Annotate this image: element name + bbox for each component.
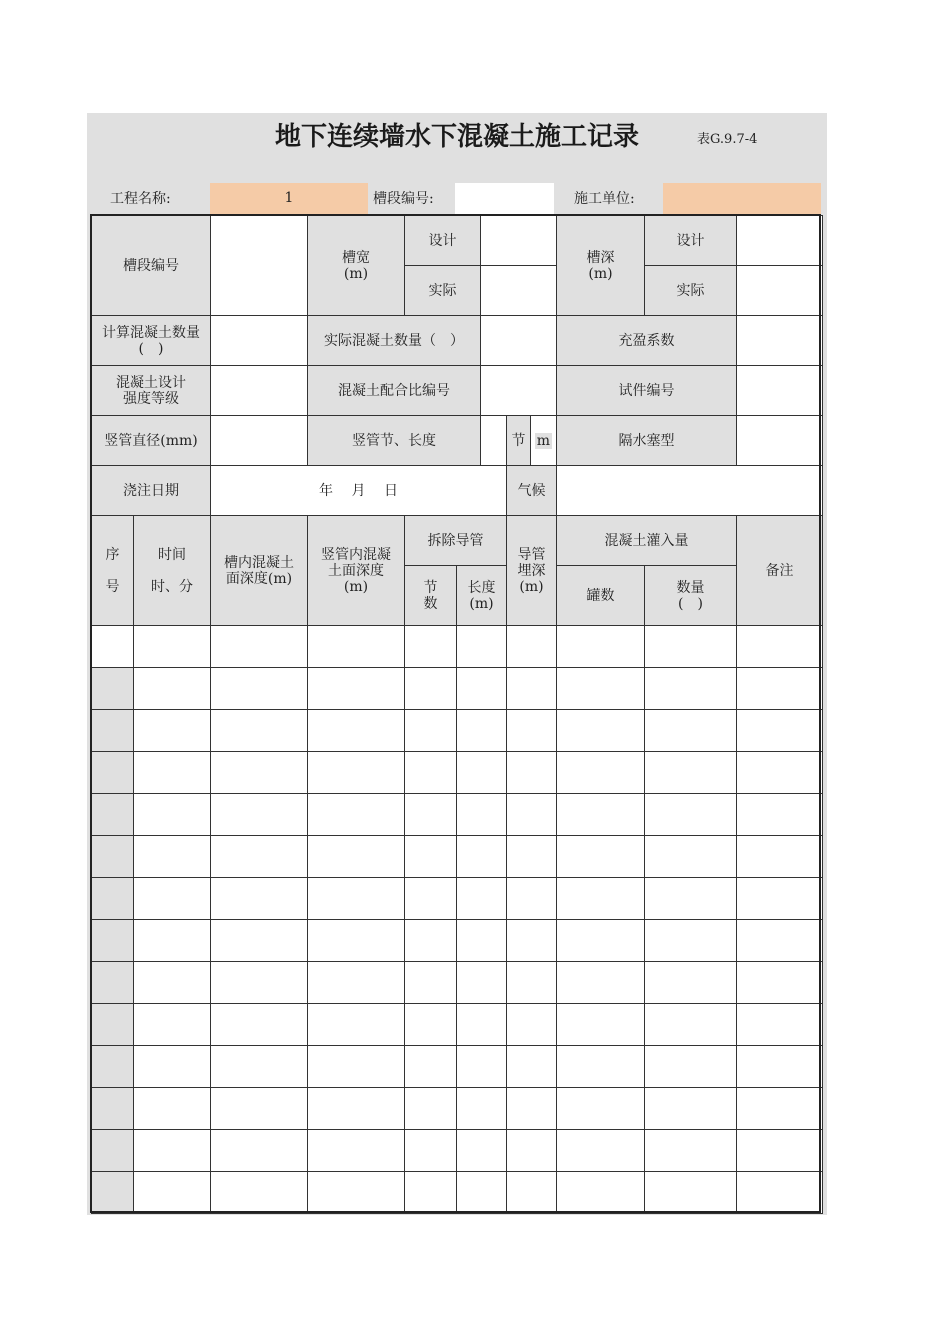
quantity-cell[interactable] [645, 626, 737, 668]
embed-depth-cell[interactable] [507, 920, 557, 962]
plug-type-label: 隔水塞型 [557, 416, 737, 466]
table-row [92, 836, 823, 878]
col-remove-pipe-header: 拆除导管 [405, 516, 507, 566]
remarks-cell[interactable] [737, 626, 823, 668]
table-row [92, 1004, 823, 1046]
pour-date-label: 浇注日期 [92, 466, 211, 516]
calc-concrete-cell[interactable] [211, 316, 308, 366]
col-slot-surface-header: 槽内混凝土 面深度(m) [211, 516, 308, 626]
tanks-cell[interactable] [557, 920, 645, 962]
slot-surface-cell[interactable] [211, 668, 308, 710]
pour-date-cell[interactable]: 年 月 日 [211, 466, 507, 516]
length-cell[interactable] [457, 920, 507, 962]
remarks-cell[interactable] [737, 1046, 823, 1088]
table-row [92, 626, 823, 668]
pipe-surface-cell[interactable] [308, 794, 405, 836]
quantity-cell[interactable] [645, 710, 737, 752]
seq-cell[interactable] [92, 1046, 134, 1088]
remarks-cell[interactable] [737, 1130, 823, 1172]
sections-cell[interactable] [405, 1172, 457, 1214]
embed-depth-cell[interactable] [507, 1088, 557, 1130]
pipe-surface-cell[interactable] [308, 836, 405, 878]
remarks-cell[interactable] [737, 920, 823, 962]
seq-cell[interactable] [92, 710, 134, 752]
pipe-surface-cell[interactable] [308, 752, 405, 794]
seq-cell[interactable] [92, 752, 134, 794]
calc-concrete-label: 计算混凝土数量 ( ) [92, 316, 211, 366]
col-pour-amount-header: 混凝土灌入量 [557, 516, 737, 566]
mix-ratio-label: 混凝土配合比编号 [308, 366, 481, 416]
time-cell[interactable] [134, 1130, 211, 1172]
tanks-cell[interactable] [557, 668, 645, 710]
time-cell[interactable] [134, 752, 211, 794]
col-embed-depth-header: 导管 埋深 (m) [507, 516, 557, 626]
pipe-surface-cell[interactable] [308, 1172, 405, 1214]
sections-cell[interactable] [405, 878, 457, 920]
col-time-header: 时间 时、分 [134, 516, 211, 626]
table-row [92, 710, 823, 752]
time-cell[interactable] [134, 626, 211, 668]
length-cell[interactable] [457, 836, 507, 878]
seq-cell[interactable] [92, 668, 134, 710]
col-tanks-header: 罐数 [557, 566, 645, 626]
remarks-cell[interactable] [737, 962, 823, 1004]
pipe-sections-cell[interactable] [481, 416, 507, 466]
length-cell[interactable] [457, 1130, 507, 1172]
slot-depth-design-label: 设计 [645, 216, 737, 266]
length-cell[interactable] [457, 1088, 507, 1130]
length-cell[interactable] [457, 752, 507, 794]
pipe-diameter-label: 竖管直径(mm) [92, 416, 211, 466]
time-cell[interactable] [134, 920, 211, 962]
length-cell[interactable] [457, 794, 507, 836]
time-cell[interactable] [134, 1088, 211, 1130]
sections-cell[interactable] [405, 668, 457, 710]
tanks-cell[interactable] [557, 794, 645, 836]
col-remarks-header: 备注 [737, 516, 823, 626]
remarks-cell[interactable] [737, 752, 823, 794]
length-cell[interactable] [457, 1172, 507, 1214]
strength-grade-cell[interactable] [211, 366, 308, 416]
slot-width-label: 槽宽 (m) [308, 216, 405, 316]
pipe-surface-cell[interactable] [308, 1004, 405, 1046]
slot-width-actual-label: 实际 [405, 266, 481, 316]
pipe-sections-unit: 节 [507, 416, 531, 466]
embed-depth-cell[interactable] [507, 878, 557, 920]
slot-width-design-label: 设计 [405, 216, 481, 266]
slot-depth-design-cell[interactable] [737, 216, 823, 266]
remarks-cell[interactable] [737, 1172, 823, 1214]
seq-cell[interactable] [92, 626, 134, 668]
pipe-diameter-cell[interactable] [211, 416, 308, 466]
pipe-surface-cell[interactable] [308, 920, 405, 962]
seq-cell[interactable] [92, 794, 134, 836]
table-row [92, 1088, 823, 1130]
tanks-cell[interactable] [557, 752, 645, 794]
slot-width-actual-cell[interactable] [481, 266, 557, 316]
construction-unit-label: 施工单位: [574, 191, 635, 207]
length-cell[interactable] [457, 962, 507, 1004]
quantity-cell[interactable] [645, 878, 737, 920]
table-row [92, 962, 823, 1004]
embed-depth-cell[interactable] [507, 710, 557, 752]
actual-concrete-cell[interactable] [481, 316, 557, 366]
table-row [92, 752, 823, 794]
tanks-cell[interactable] [557, 1130, 645, 1172]
actual-concrete-label: 实际混凝土数量（ ） [308, 316, 481, 366]
pipe-surface-cell[interactable] [308, 710, 405, 752]
weather-cell[interactable] [557, 466, 823, 516]
seq-cell[interactable] [92, 1172, 134, 1214]
sections-cell[interactable] [405, 836, 457, 878]
slot-depth-actual-cell[interactable] [737, 266, 823, 316]
seq-cell[interactable] [92, 1004, 134, 1046]
table-row [92, 1130, 823, 1172]
table-row [92, 794, 823, 836]
slot-surface-cell[interactable] [211, 836, 308, 878]
slot-surface-cell[interactable] [211, 1046, 308, 1088]
page-title: 地下连续墙水下混凝土施工记录 [274, 122, 639, 152]
pipe-surface-cell[interactable] [308, 1088, 405, 1130]
quantity-cell[interactable] [645, 836, 737, 878]
time-cell[interactable] [134, 668, 211, 710]
time-cell[interactable] [134, 962, 211, 1004]
slot-depth-label: 槽深 (m) [557, 216, 645, 316]
remarks-cell[interactable] [737, 1088, 823, 1130]
form-number: 表G.9.7-4 [697, 132, 758, 147]
table-row [92, 1046, 823, 1088]
section-number-field[interactable] [455, 183, 554, 214]
pipe-length-label: 竖管节、长度 [308, 416, 481, 466]
tanks-cell[interactable] [557, 878, 645, 920]
tanks-cell[interactable] [557, 962, 645, 1004]
tanks-cell[interactable] [557, 1046, 645, 1088]
specimen-number-cell[interactable] [737, 366, 823, 416]
plug-type-cell[interactable] [737, 416, 823, 466]
slot-number-label: 槽段编号 [92, 216, 211, 316]
quantity-cell[interactable] [645, 1046, 737, 1088]
length-cell[interactable] [457, 1004, 507, 1046]
strength-grade-label: 混凝土设计 强度等级 [92, 366, 211, 416]
tanks-cell[interactable] [557, 836, 645, 878]
seq-cell[interactable] [92, 878, 134, 920]
remarks-cell[interactable] [737, 668, 823, 710]
section-number-label: 槽段编号: [373, 191, 434, 207]
table-row [92, 1172, 823, 1214]
sections-cell[interactable] [405, 752, 457, 794]
length-cell[interactable] [457, 668, 507, 710]
quantity-cell[interactable] [645, 962, 737, 1004]
time-cell[interactable] [134, 1004, 211, 1046]
tanks-cell[interactable] [557, 626, 645, 668]
pipe-surface-cell[interactable] [308, 1046, 405, 1088]
remarks-cell[interactable] [737, 1004, 823, 1046]
embed-depth-cell[interactable] [507, 626, 557, 668]
table-row [92, 878, 823, 920]
mix-ratio-cell[interactable] [481, 366, 557, 416]
slot-surface-cell[interactable] [211, 1088, 308, 1130]
slot-surface-cell[interactable] [211, 1172, 308, 1214]
time-cell[interactable] [134, 836, 211, 878]
remarks-cell[interactable] [737, 794, 823, 836]
pipe-surface-cell[interactable] [308, 878, 405, 920]
remarks-cell[interactable] [737, 836, 823, 878]
quantity-cell[interactable] [645, 752, 737, 794]
slot-surface-cell[interactable] [211, 752, 308, 794]
seq-cell[interactable] [92, 1088, 134, 1130]
embed-depth-cell[interactable] [507, 1004, 557, 1046]
construction-unit-field[interactable] [663, 183, 821, 214]
sections-cell[interactable] [405, 920, 457, 962]
quantity-cell[interactable] [645, 1004, 737, 1046]
sections-cell[interactable] [405, 1004, 457, 1046]
embed-depth-cell[interactable] [507, 668, 557, 710]
pipe-length-cell[interactable] [531, 416, 557, 466]
time-cell[interactable] [134, 1046, 211, 1088]
length-cell[interactable] [457, 878, 507, 920]
quantity-cell[interactable] [645, 1088, 737, 1130]
specimen-number-label: 试件编号 [557, 366, 737, 416]
embed-depth-cell[interactable] [507, 794, 557, 836]
slot-surface-cell[interactable] [211, 920, 308, 962]
quantity-cell[interactable] [645, 668, 737, 710]
embed-depth-cell[interactable] [507, 1046, 557, 1088]
sections-cell[interactable] [405, 626, 457, 668]
quantity-cell[interactable] [645, 794, 737, 836]
time-cell[interactable] [134, 794, 211, 836]
tanks-cell[interactable] [557, 1172, 645, 1214]
length-cell[interactable] [457, 1046, 507, 1088]
quantity-cell[interactable] [645, 1130, 737, 1172]
seq-cell[interactable] [92, 920, 134, 962]
table-row [92, 920, 823, 962]
pipe-surface-cell[interactable] [308, 668, 405, 710]
slot-number-cell[interactable] [211, 216, 308, 316]
sections-cell[interactable] [405, 962, 457, 1004]
pipe-length-unit: m [536, 433, 551, 449]
length-cell[interactable] [457, 626, 507, 668]
seq-cell[interactable] [92, 962, 134, 1004]
col-length-header: 长度 (m) [457, 566, 507, 626]
embed-depth-cell[interactable] [507, 962, 557, 1004]
fill-coefficient-label: 充盈系数 [557, 316, 737, 366]
seq-cell[interactable] [92, 1130, 134, 1172]
length-cell[interactable] [457, 710, 507, 752]
remarks-cell[interactable] [737, 710, 823, 752]
slot-width-design-cell[interactable] [481, 216, 557, 266]
slot-surface-cell[interactable] [211, 626, 308, 668]
slot-surface-cell[interactable] [211, 962, 308, 1004]
slot-surface-cell[interactable] [211, 878, 308, 920]
quantity-cell[interactable] [645, 1172, 737, 1214]
slot-surface-cell[interactable] [211, 1004, 308, 1046]
sections-cell[interactable] [405, 1088, 457, 1130]
embed-depth-cell[interactable] [507, 752, 557, 794]
quantity-cell[interactable] [645, 920, 737, 962]
sections-cell[interactable] [405, 710, 457, 752]
embed-depth-cell[interactable] [507, 836, 557, 878]
slot-depth-actual-label: 实际 [645, 266, 737, 316]
seq-cell[interactable] [92, 836, 134, 878]
tanks-cell[interactable] [557, 1088, 645, 1130]
tanks-cell[interactable] [557, 1004, 645, 1046]
col-sections-header: 节 数 [405, 566, 457, 626]
col-seq-header: 序 号 [92, 516, 134, 626]
col-pipe-surface-header: 竖管内混凝 土面深度 (m) [308, 516, 405, 626]
tanks-cell[interactable] [557, 710, 645, 752]
slot-surface-cell[interactable] [211, 794, 308, 836]
time-cell[interactable] [134, 710, 211, 752]
remarks-cell[interactable] [737, 878, 823, 920]
embed-depth-cell[interactable] [507, 1172, 557, 1214]
record-table [91, 215, 823, 1214]
weather-label: 气候 [507, 466, 557, 516]
table-row [92, 668, 823, 710]
project-name-field[interactable]: 1 [210, 183, 368, 214]
pipe-surface-cell[interactable] [308, 626, 405, 668]
col-quantity-header: 数量 ( ) [645, 566, 737, 626]
sections-cell[interactable] [405, 1130, 457, 1172]
sections-cell[interactable] [405, 794, 457, 836]
pipe-surface-cell[interactable] [308, 962, 405, 1004]
embed-depth-cell[interactable] [507, 1130, 557, 1172]
time-cell[interactable] [134, 1172, 211, 1214]
project-name-label: 工程名称: [110, 191, 171, 207]
time-cell[interactable] [134, 878, 211, 920]
slot-surface-cell[interactable] [211, 1130, 308, 1172]
sections-cell[interactable] [405, 1046, 457, 1088]
pipe-surface-cell[interactable] [308, 1130, 405, 1172]
slot-surface-cell[interactable] [211, 710, 308, 752]
fill-coefficient-cell[interactable] [737, 316, 823, 366]
